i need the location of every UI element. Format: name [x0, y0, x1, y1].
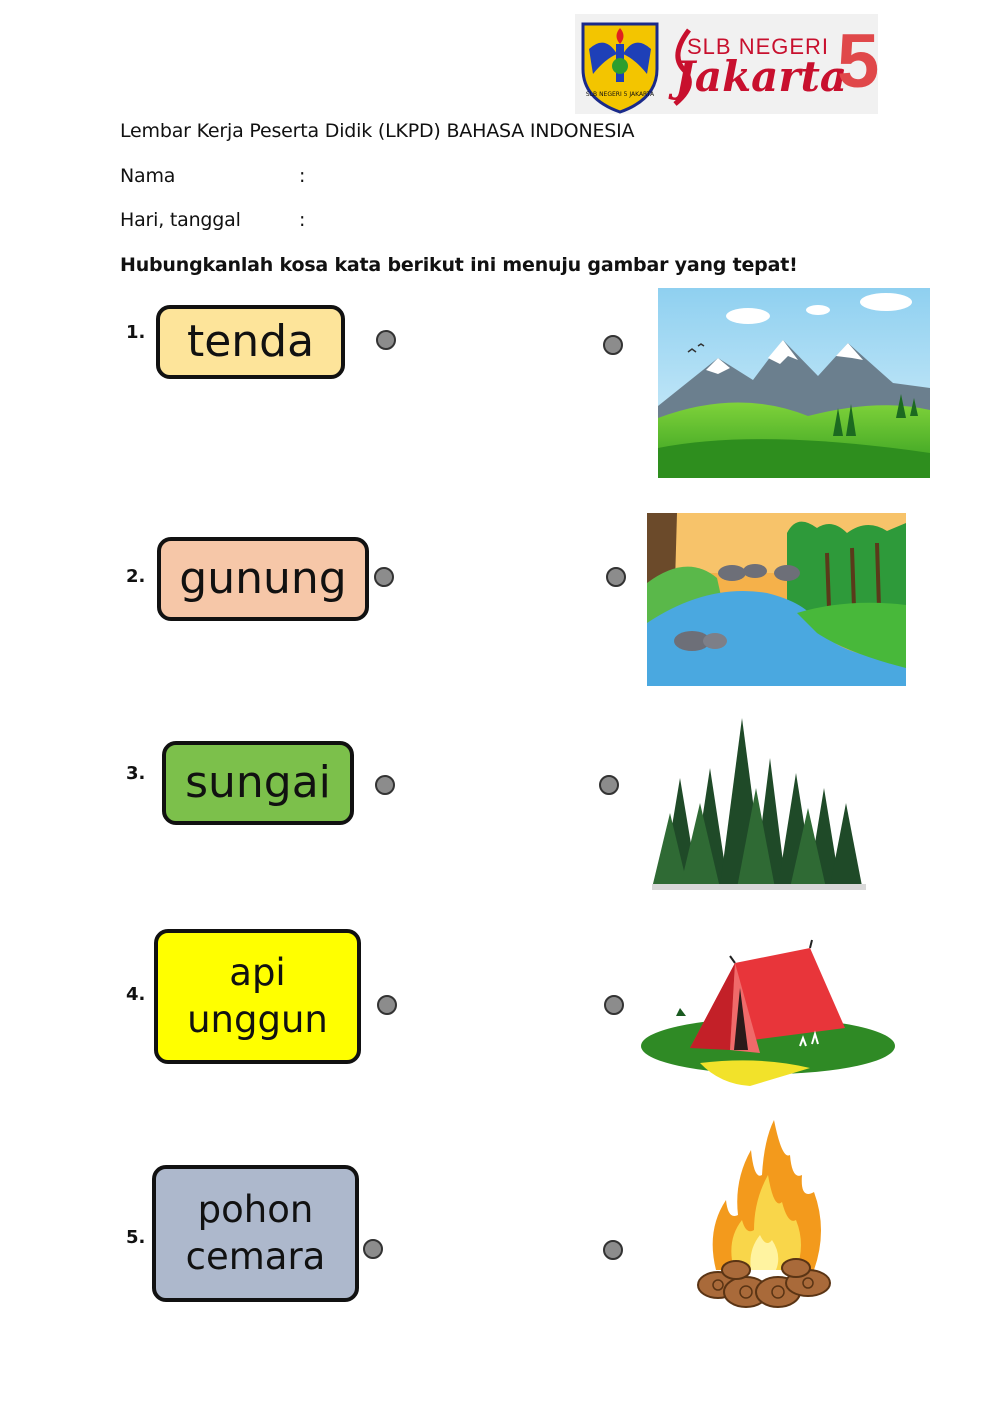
date-label: Hari, tanggal — [120, 209, 241, 231]
name-colon: : — [299, 165, 306, 187]
picture-connector-dot[interactable] — [603, 1240, 623, 1260]
tent-picture[interactable] — [640, 938, 896, 1088]
item-number: 3. — [126, 763, 146, 784]
word-card-tenda[interactable] — [156, 305, 345, 379]
word-text-line1: pohon — [197, 1188, 314, 1232]
word-connector-dot[interactable] — [377, 995, 397, 1015]
word-text: gunung — [179, 552, 347, 604]
picture-connector-dot[interactable] — [603, 335, 623, 355]
word-text: tenda — [186, 315, 315, 367]
date-colon: : — [299, 209, 306, 231]
word-text-line2: unggun — [187, 997, 328, 1041]
item-number: 4. — [126, 984, 146, 1005]
campfire-picture[interactable] — [696, 1120, 838, 1312]
word-card-pohon-cemara[interactable] — [152, 1165, 359, 1302]
word-connector-dot[interactable] — [374, 567, 394, 587]
river-picture[interactable] — [647, 513, 906, 686]
word-card-api-unggun[interactable] — [154, 929, 361, 1064]
item-number: 1. — [126, 322, 146, 343]
word-card-gunung[interactable] — [157, 537, 369, 621]
mountain-picture[interactable] — [658, 288, 930, 478]
word-connector-dot[interactable] — [376, 330, 396, 350]
school-emblem-icon — [575, 14, 665, 114]
word-connector-dot[interactable] — [363, 1239, 383, 1259]
picture-connector-dot[interactable] — [599, 775, 619, 795]
name-label: Nama — [120, 165, 176, 187]
word-text-line1: api — [229, 951, 286, 995]
worksheet-title: Lembar Kerja Peserta Didik (LKPD) BAHASA INDONESIA — [120, 120, 635, 142]
instruction: Hubungkanlah kosa kata berikut ini menuju gambar yang tepat! — [120, 254, 798, 276]
pine-forest-picture[interactable] — [652, 718, 866, 890]
word-card-sungai[interactable] — [162, 741, 354, 825]
item-number: 2. — [126, 566, 146, 587]
word-text-line2: cemara — [185, 1234, 326, 1278]
school-number: 5 — [837, 19, 880, 104]
picture-connector-dot[interactable] — [604, 995, 624, 1015]
word-text: sungai — [185, 756, 331, 808]
item-number: 5. — [126, 1227, 146, 1248]
svg-text:SLB NEGERI 5 JAKARTA: SLB NEGERI 5 JAKARTA — [585, 91, 655, 98]
picture-connector-dot[interactable] — [606, 567, 626, 587]
school-name-line2: Jakarta — [675, 52, 848, 101]
school-name-line1: SLB NEGERI — [687, 34, 830, 59]
school-logo — [575, 14, 878, 114]
word-connector-dot[interactable] — [375, 775, 395, 795]
